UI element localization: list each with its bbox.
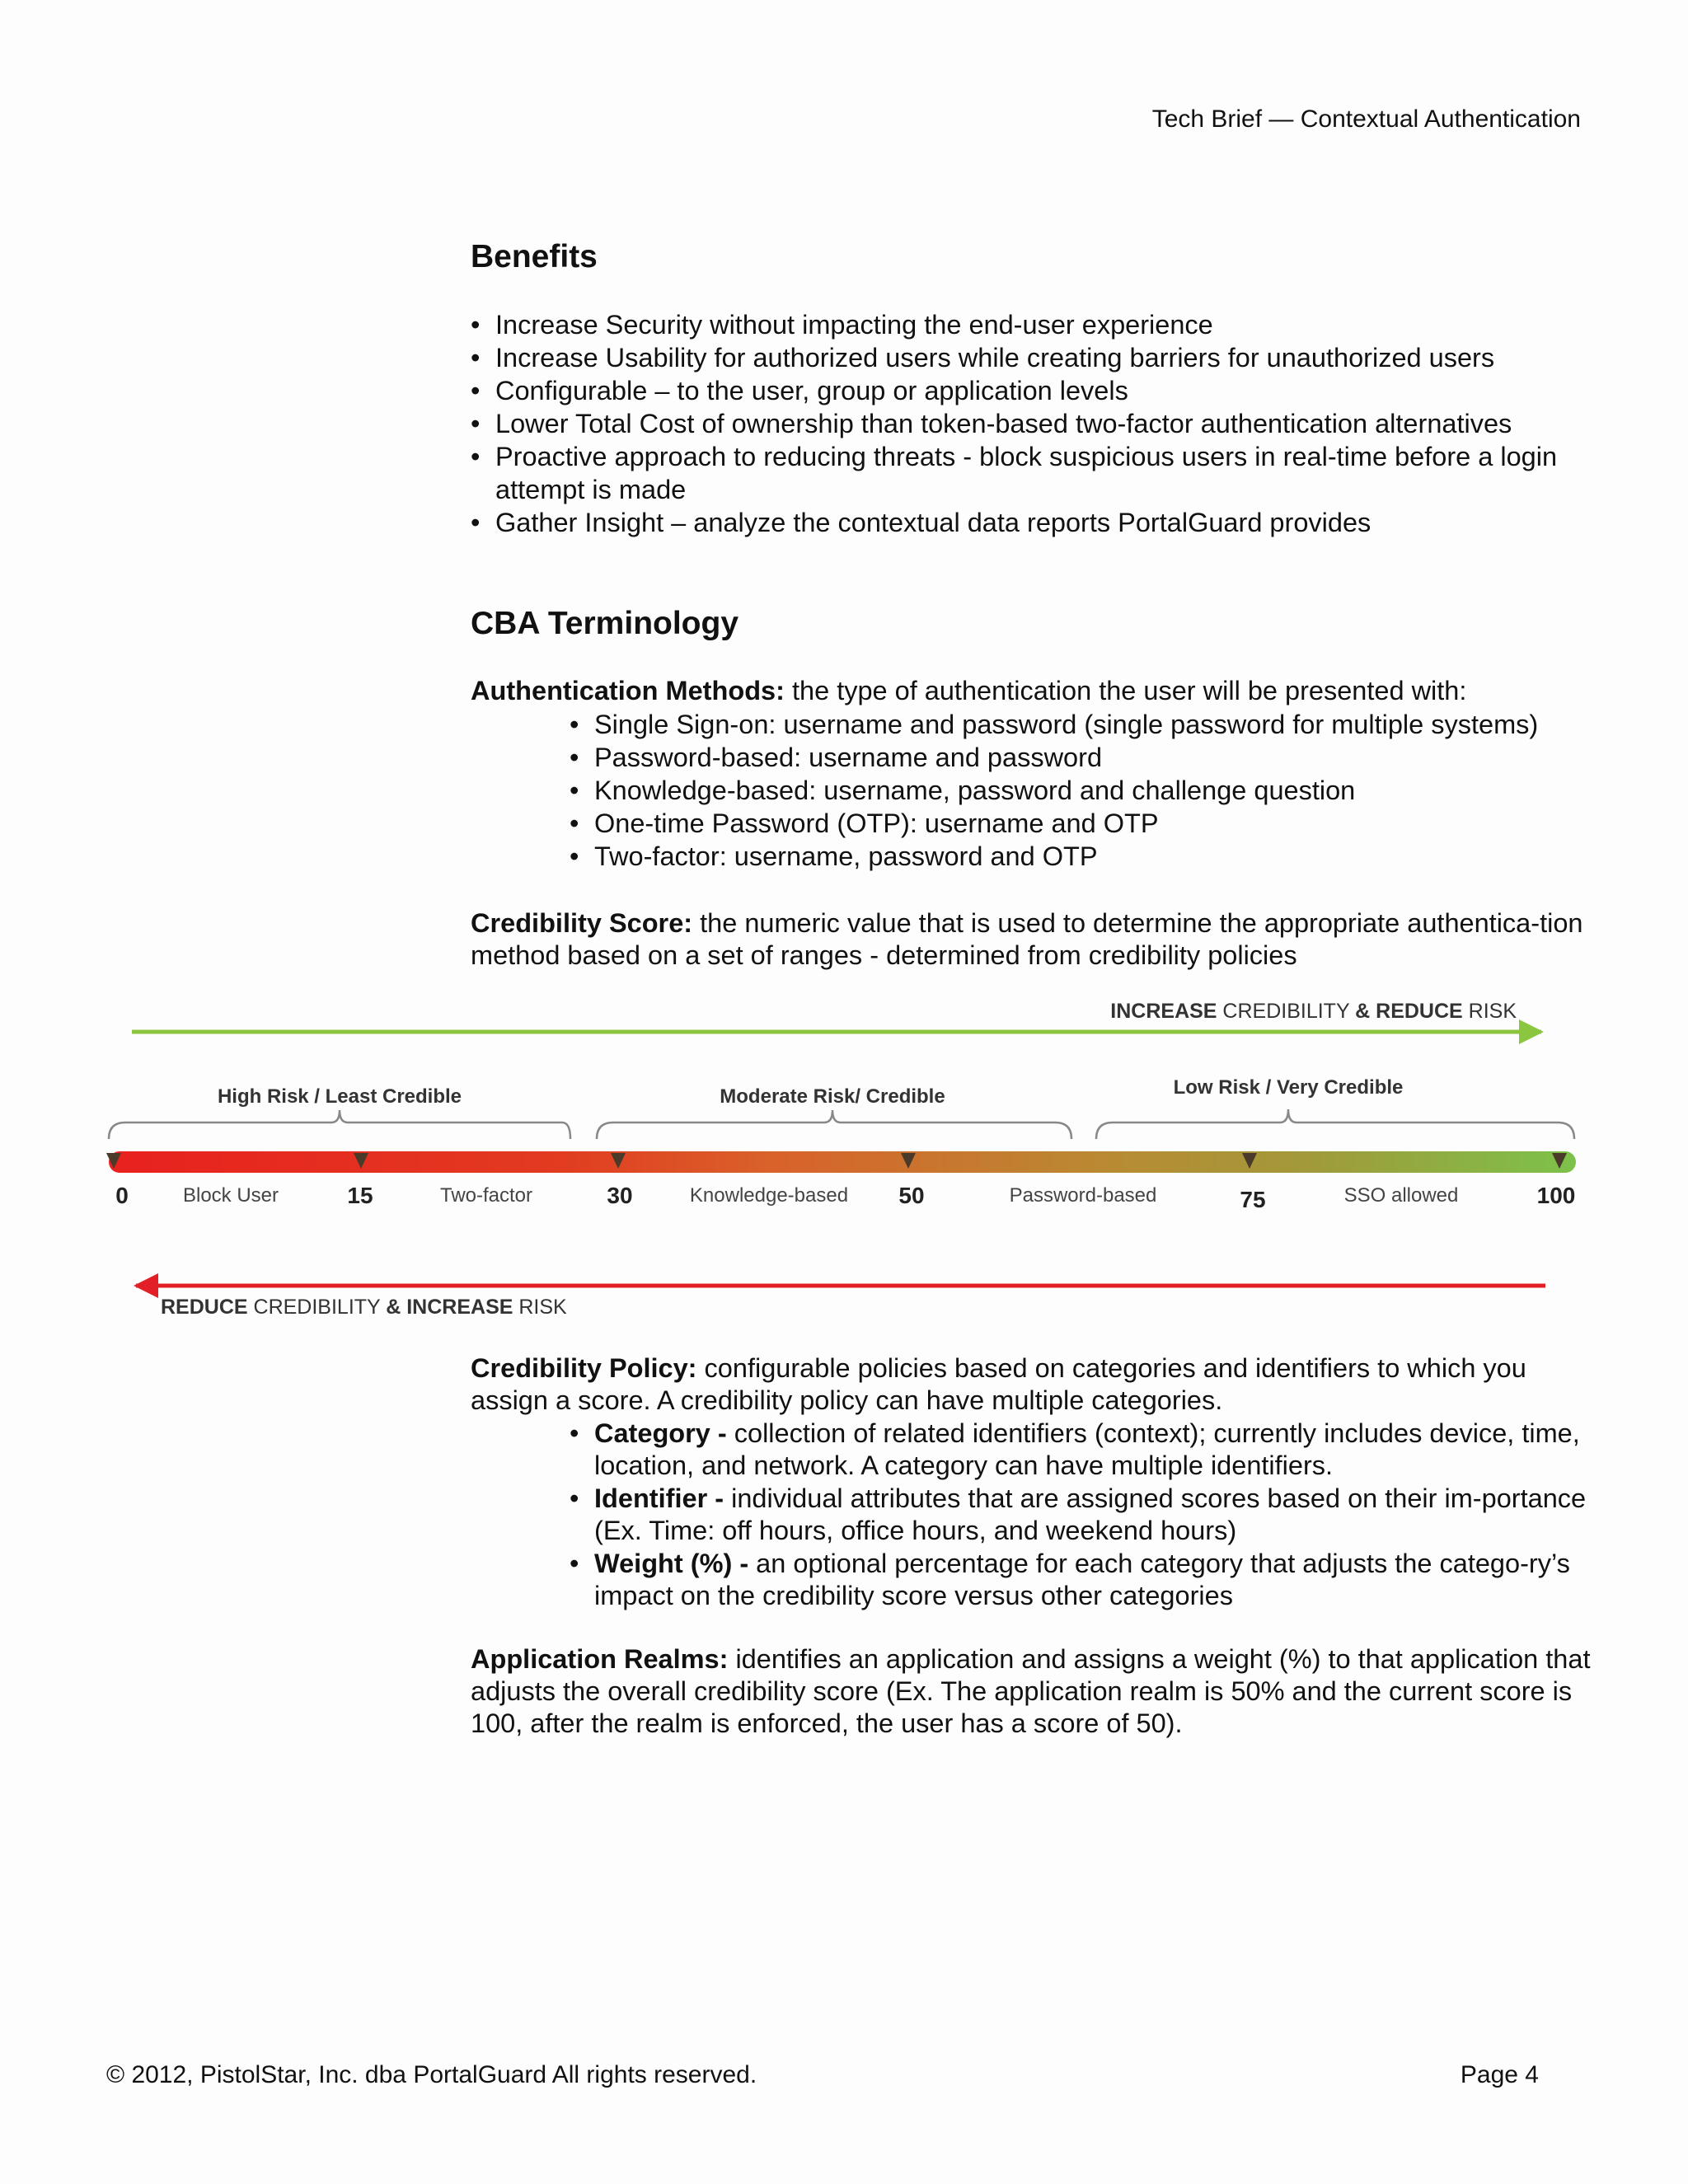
list-item: • Configurable – to the user, group or application levels bbox=[495, 374, 1592, 407]
range-label-moderate-risk: Moderate Risk/ Credible bbox=[720, 1085, 945, 1108]
segment-label: Knowledge-based bbox=[689, 1184, 849, 1207]
footer-page-number: Page 4 bbox=[1460, 2061, 1539, 2088]
increase-credibility-label: INCREASE CREDIBILITY & REDUCE RISK bbox=[1110, 1000, 1517, 1023]
list-item: • Two-factor: username, password and OTP bbox=[594, 840, 1592, 873]
category-definition: collection of related identifiers (context); currently includes device, time, location, and network. A category can have multiple identifiers. bbox=[594, 1418, 1580, 1480]
application-realms-term: Application Realms: bbox=[471, 1644, 729, 1674]
identifier-term: Identifier - bbox=[594, 1483, 724, 1513]
auth-methods-term: Authentication Methods: bbox=[471, 676, 785, 705]
weight-definition: an optional percentage for each category that adjusts the catego-ry’s impact on the credibility score versus other categories bbox=[594, 1549, 1570, 1610]
range-label-low-risk: Low Risk / Very Credible bbox=[1173, 1076, 1404, 1099]
range-brace-low-risk bbox=[1096, 1109, 1574, 1139]
credibility-score-paragraph bbox=[471, 907, 1592, 972]
auth-methods-list bbox=[594, 708, 1592, 873]
tick-label-100: 100 bbox=[1536, 1183, 1576, 1208]
credibility-policy-paragraph bbox=[471, 1352, 1592, 1417]
application-realms-definition: identifies an application and assigns a weight (%) to that application that adjusts the overall credibility score (Ex. The application realm is 50% and the current score is 100, after the realm is enforced, the user has a score of 50). bbox=[471, 1644, 1591, 1738]
credibility-score-term: Credibility Score: bbox=[471, 908, 693, 938]
segment-label: Two-factor bbox=[439, 1184, 533, 1207]
identifier-definition: individual attributes that are assigned scores based on their im-portance (Ex. Time: off hours, office hours, and weekend hours) bbox=[594, 1483, 1587, 1545]
segment-label: SSO allowed bbox=[1343, 1184, 1459, 1207]
list-item: • Increase Usability for authorized users while creating barriers for unauthorized users bbox=[495, 341, 1592, 374]
application-realms-paragraph bbox=[471, 1643, 1592, 1740]
list-item bbox=[594, 1548, 1592, 1612]
list-item: • Gather Insight – analyze the contextual data reports PortalGuard provides bbox=[495, 506, 1592, 539]
list-item: • Proactive approach to reducing threats - block suspicious users in real-time before a login attempt is made bbox=[495, 440, 1592, 506]
tick-label-30: 30 bbox=[607, 1183, 633, 1208]
category-term: Category - bbox=[594, 1418, 727, 1448]
benefits-heading: Benefits bbox=[471, 239, 598, 274]
credibility-policy-term: Credibility Policy: bbox=[471, 1353, 697, 1383]
weight-term: Weight (%) - bbox=[594, 1549, 749, 1578]
list-item: • One-time Password (OTP): username and OTP bbox=[594, 807, 1592, 840]
tick-label-15: 15 bbox=[347, 1183, 373, 1208]
range-brace-high-risk bbox=[109, 1110, 570, 1139]
range-brace-moderate-risk bbox=[597, 1110, 1071, 1139]
list-item: • Lower Total Cost of ownership than token-based two-factor authentication alternatives bbox=[495, 407, 1592, 440]
tick-label-50: 50 bbox=[898, 1183, 925, 1208]
segment-label: Block User bbox=[182, 1184, 279, 1207]
list-item: • Password-based: username and password bbox=[594, 741, 1592, 774]
tick-label-0: 0 bbox=[115, 1183, 129, 1208]
credibility-policy-definition: configurable policies based on categories and identifiers to which you assign a score. A credibility policy can have multiple categories. bbox=[471, 1353, 1526, 1415]
auth-methods-paragraph bbox=[471, 675, 1592, 707]
footer-copyright: © 2012, PistolStar, Inc. dba PortalGuard All rights reserved. bbox=[106, 2061, 757, 2088]
range-label-high-risk: High Risk / Least Credible bbox=[217, 1085, 462, 1108]
credibility-gradient-bar bbox=[109, 1151, 1576, 1173]
list-item bbox=[594, 1418, 1592, 1482]
list-item: • Knowledge-based: username, password and challenge question bbox=[594, 774, 1592, 807]
credibility-scale-diagram bbox=[91, 989, 1607, 1335]
list-item: • Single Sign-on: username and password (single password for multiple systems) bbox=[594, 708, 1592, 741]
list-item bbox=[594, 1483, 1592, 1547]
list-item: • Increase Security without impacting the end-user experience bbox=[495, 308, 1592, 341]
document-header-title: Tech Brief — Contextual Authentication bbox=[1151, 105, 1581, 133]
cba-terminology-heading: CBA Terminology bbox=[471, 606, 739, 641]
credibility-policy-list bbox=[594, 1418, 1592, 1613]
benefits-list bbox=[495, 308, 1592, 539]
credibility-score-definition: the numeric value that is used to determine the appropriate authentica-tion method based on a set of ranges - determined from credibility policies bbox=[471, 908, 1583, 970]
auth-methods-definition: the type of authentication the user will be presented with: bbox=[784, 676, 1467, 705]
segment-label: Password-based bbox=[1009, 1184, 1157, 1207]
tick-label-75: 75 bbox=[1240, 1187, 1266, 1212]
reduce-credibility-label: REDUCE CREDIBILITY & INCREASE RISK bbox=[161, 1296, 567, 1319]
